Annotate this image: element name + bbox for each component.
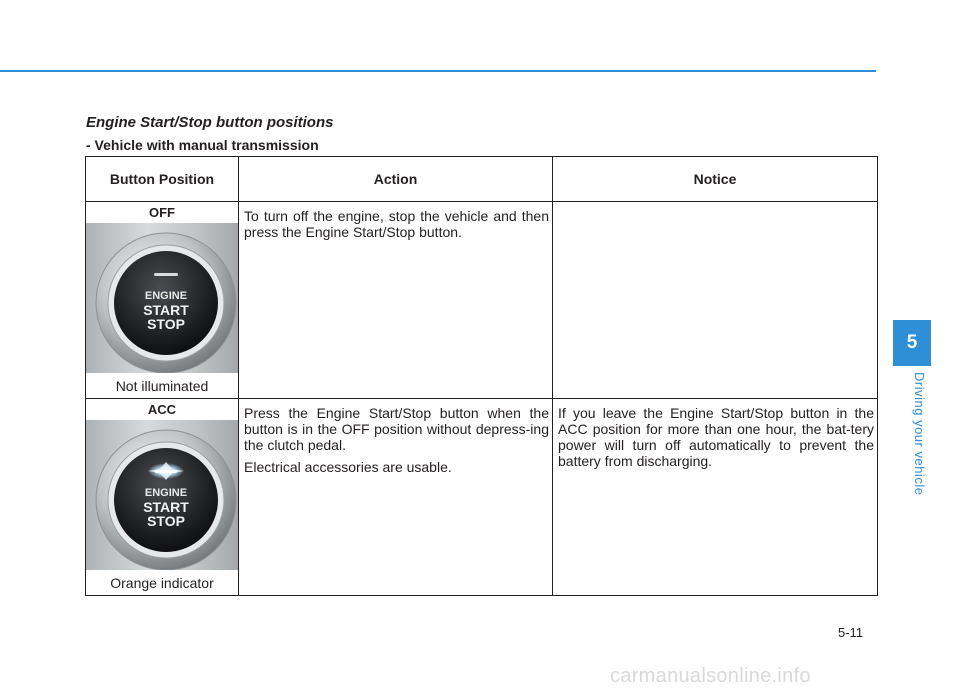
button-text-engine: ENGINE [144,487,188,499]
chapter-tab: 5 [893,320,931,366]
action-text: Electrical accessories are usable. [244,459,452,475]
notice-text [553,202,877,208]
top-rule [0,70,876,72]
watermark: carmanualsonline.info [610,665,811,687]
button-text-stop: STOP [147,513,185,529]
action-cell-acc [239,399,553,596]
table-row [86,202,878,399]
position-cell-acc [86,399,239,596]
engine-button-off-image [86,223,238,373]
button-text-engine: ENGINE [144,290,188,302]
table-row [86,399,878,596]
action-text: To turn off the engine, stop the vehicle and then press the Engine Start/Stop button. [244,208,549,240]
notice-cell-off [553,202,878,399]
subtitle: - Vehicle with manual transmission [86,137,319,153]
header-button-position: Button Position [86,157,239,202]
button-text-start: START [143,499,189,515]
notice-text: If you leave the Engine Start/Stop button in the ACC position for more than one hour, the bat-tery power will turn off automatically to prevent the battery from discharging. [558,405,874,469]
position-caption: Not illuminated [115,378,209,394]
chapter-label: Driving your vehicle [912,372,927,496]
action-text: Press the Engine Start/Stop button when the button is in the OFF position without depress-ing the clutch pedal. [244,405,549,453]
position-caption: Orange indicator [110,575,214,591]
button-text-start: START [143,302,189,318]
page-number: 5-11 [838,625,864,640]
table-header-row [86,157,878,202]
indicator-bar-icon [154,273,178,276]
notice-cell-acc [553,399,878,596]
position-cell-off [86,202,239,399]
button-text-stop: STOP [147,316,185,332]
header-notice: Notice [553,157,878,202]
position-label: ACC [147,402,177,417]
position-label: OFF [149,205,175,220]
section-title: Engine Start/Stop button positions [86,114,334,131]
header-action: Action [239,157,553,202]
button-positions-table [85,156,878,596]
action-cell-off [239,202,553,399]
engine-button-acc-image [86,420,238,570]
